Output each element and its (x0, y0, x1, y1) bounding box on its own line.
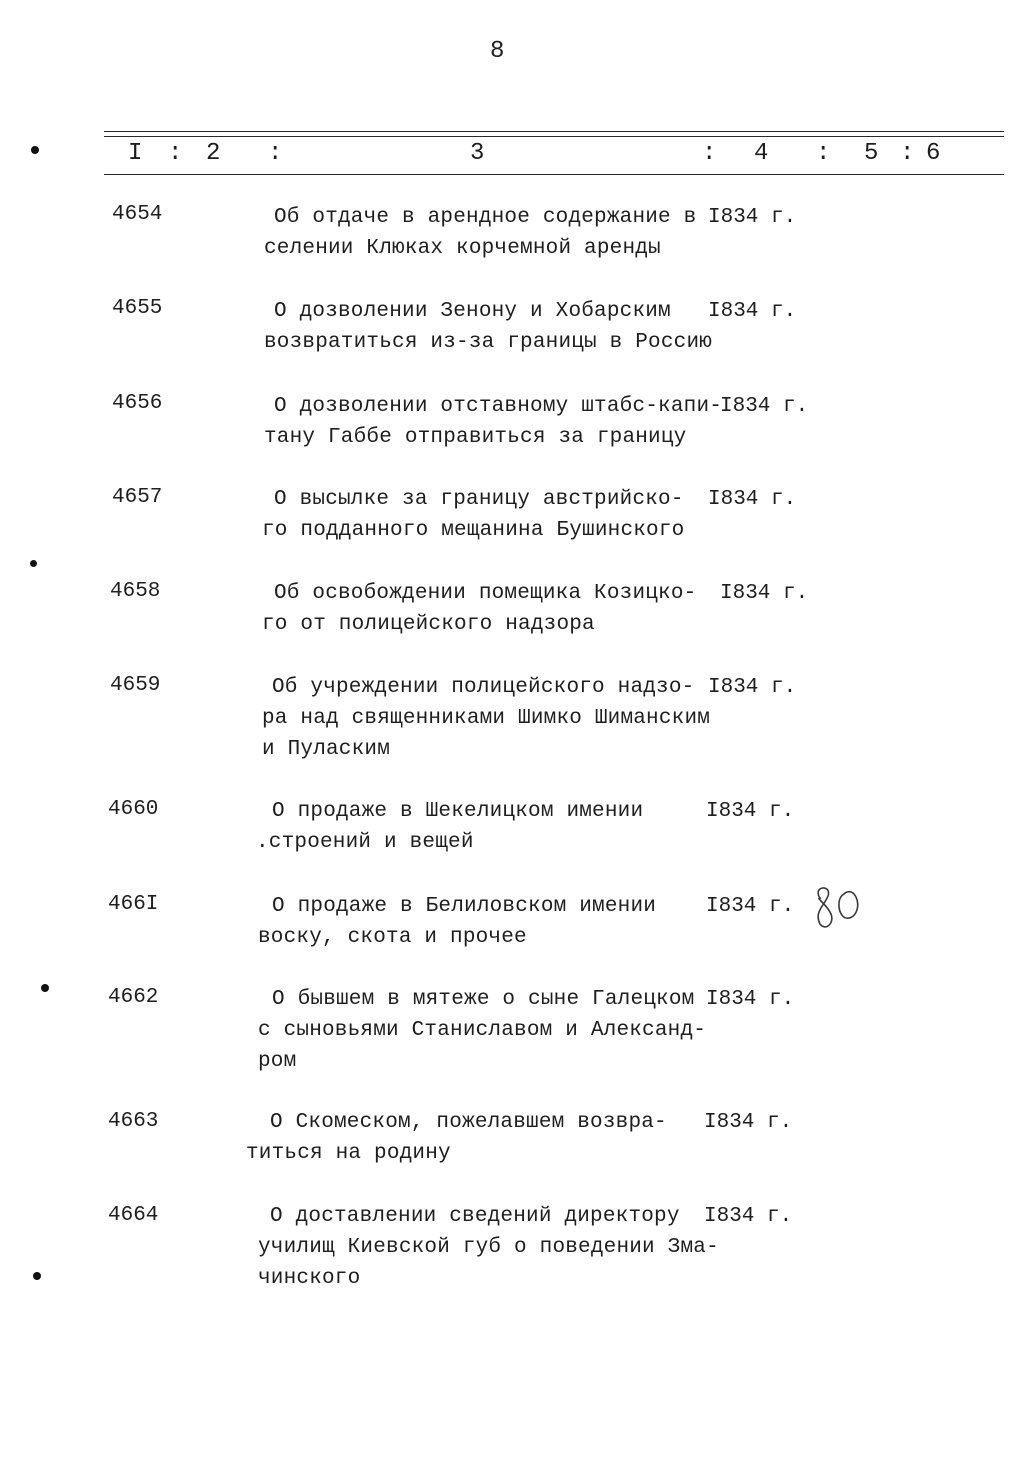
column-header-3: 3 (470, 140, 485, 167)
entry-date: I834 г. (708, 676, 797, 699)
column-header-6: 6 (926, 140, 941, 167)
entry-date: I834 г. (708, 300, 797, 323)
entry-title-line: О дозволении отставному штабс-капи- (274, 395, 723, 418)
entry-date: I834 г. (720, 582, 809, 605)
entry-title-line: О доставлении сведений директору (270, 1205, 680, 1228)
entry-title-line: О Скомеском, пожелавшем возвра- (270, 1111, 667, 1134)
column-header-4: 4 (754, 140, 769, 167)
entry-title-line: О бывшем в мятеже о сыне Галецком (272, 988, 695, 1011)
header-rule-top (104, 131, 1004, 132)
entry-number: 4654 (112, 203, 163, 226)
entry-number: 4663 (108, 1110, 159, 1133)
entry-number: 466I (108, 893, 159, 916)
column-separator: : (168, 140, 183, 167)
entry-title-line: О продаже в Шекелицком имении (272, 800, 644, 823)
entry-title-line: го подданного мещанина Бушинского (262, 519, 685, 542)
entry-number: 4656 (112, 392, 163, 415)
entry-title-line: О продаже в Белиловском имении (272, 895, 657, 918)
entry-number: 4655 (112, 297, 163, 320)
punch-hole-dot (41, 984, 49, 992)
entry-title-line: Об освобождении помещика Козицко- (274, 582, 697, 605)
entry-title-line: Об учреждении полицейского надзо- (272, 676, 695, 699)
handwritten-number (810, 882, 866, 934)
entry-title-line: ром (258, 1050, 297, 1073)
entry-number: 4664 (108, 1204, 159, 1227)
header-rule-bottom (104, 174, 1004, 175)
entry-title-line: училищ Киевской губ о поведении Зма- (258, 1236, 719, 1259)
entry-title-line: ра над священниками Шимко Шиманским (262, 707, 711, 730)
entry-date: I834 г. (706, 895, 795, 918)
punch-hole-dot (31, 146, 39, 154)
header-rule-top-thin (104, 136, 1004, 137)
entry-title-line: Об отдаче в арендное содержание в (274, 206, 697, 229)
column-header-1: I (128, 140, 143, 167)
entry-date: I834 г. (708, 488, 797, 511)
entry-number: 4657 (112, 486, 163, 509)
entry-date: I834 г. (704, 1111, 793, 1134)
column-header-5: 5 (864, 140, 879, 167)
column-separator: : (702, 140, 717, 167)
entry-date: I834 г. (708, 206, 797, 229)
entry-date: I834 г. (720, 395, 809, 418)
entry-title-line: .строений и вещей (256, 831, 474, 854)
page-number: 8 (490, 38, 505, 65)
entry-title-line: возвратиться из-за границы в Россию (264, 331, 713, 354)
entry-date: I834 г. (706, 800, 795, 823)
column-separator: : (816, 140, 831, 167)
punch-hole-dot (33, 1272, 41, 1280)
entry-title-line: го от полицейского надзора (262, 613, 595, 636)
punch-hole-dot (30, 560, 37, 567)
entry-title-line: тану Габбе отправиться за границу (264, 426, 687, 449)
entry-title-line: чинского (258, 1267, 361, 1290)
entry-title-line: с сыновьями Станиславом и Александ- (258, 1019, 707, 1042)
entry-date: I834 г. (704, 1205, 793, 1228)
entry-title-line: титься на родину (246, 1142, 451, 1165)
column-header-2: 2 (206, 140, 221, 167)
entry-title-line: селении Клюках корчемной аренды (264, 237, 661, 260)
column-separator: : (900, 140, 915, 167)
entry-number: 4662 (108, 986, 159, 1009)
entry-title-line: О высылке за границу австрийско- (274, 488, 684, 511)
entry-number: 4658 (110, 580, 161, 603)
entry-date: I834 г. (706, 988, 795, 1011)
column-separator: : (268, 140, 283, 167)
entry-number: 4660 (108, 798, 159, 821)
entry-number: 4659 (110, 674, 161, 697)
entry-title-line: воску, скота и прочее (258, 926, 527, 949)
entry-title-line: и Пуласким (262, 738, 391, 761)
entry-title-line: О дозволении Зенону и Хобарским (274, 300, 671, 323)
